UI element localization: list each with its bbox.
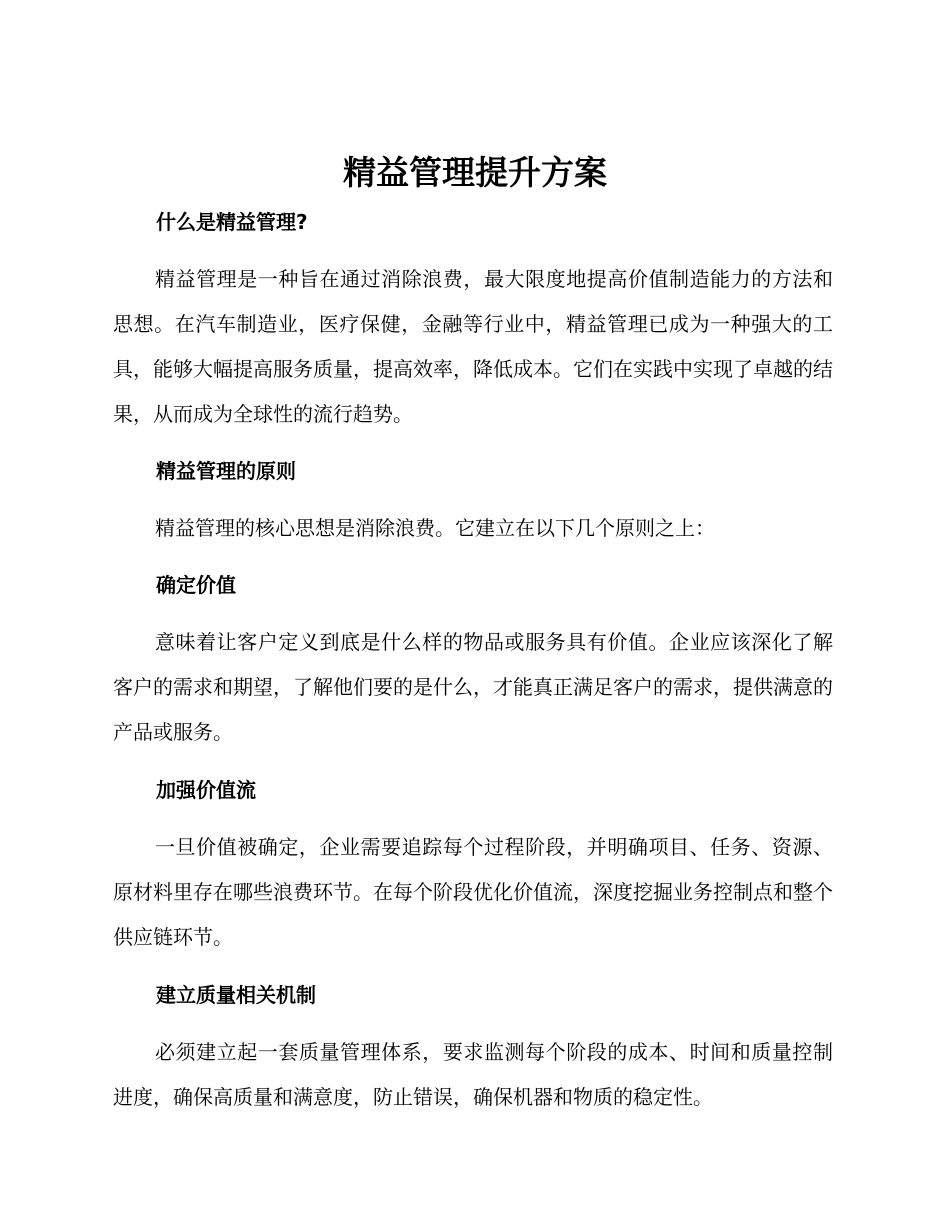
document-title: 精益管理提升方案 [343, 153, 607, 192]
section-paragraph-principles: 精益管理的核心思想是消除浪费。它建立在以下几个原则之上： [155, 516, 715, 540]
section-heading-what-is-lean: 什么是精益管理? [156, 210, 308, 234]
section-heading-quality-mechanism: 建立质量相关机制 [156, 983, 316, 1007]
section-paragraph-define-value: 意味着让客户定义到底是什么样的物品或服务具有价值。企业应该深化了解客户的需求和期望，了解他们要的是什么，才能真正满足客户的需求，提供满意的产品或服务。 [113, 630, 833, 744]
section-heading-define-value: 确定价值 [156, 573, 236, 597]
section-heading-value-stream: 加强价值流 [156, 778, 256, 802]
section-paragraph-quality-mechanism: 必须建立起一套质量管理体系，要求监测每个阶段的成本、时间和质量控制进度，确保高质量和满意度，防止错误，确保机器和物质的稳定性。 [113, 1040, 833, 1109]
section-paragraph-value-stream: 一旦价值被确定，企业需要追踪每个过程阶段，并明确项目、任务、资源、原材料里存在哪些浪费环节。在每个阶段优化价值流，深度挖掘业务控制点和整个供应链环节。 [113, 835, 833, 949]
section-paragraph-what-is-lean: 精益管理是一种旨在通过消除浪费，最大限度地提高价值制造能力的方法和思想。在汽车制造业，医疗保健，金融等行业中，精益管理已成为一种强大的工具，能够大幅提高服务质量，提高效率，降低成本。它们在实践中实现了卓越的结果，从而成为全球性的流行趋势。 [113, 267, 833, 426]
section-heading-principles: 精益管理的原则 [156, 459, 296, 483]
